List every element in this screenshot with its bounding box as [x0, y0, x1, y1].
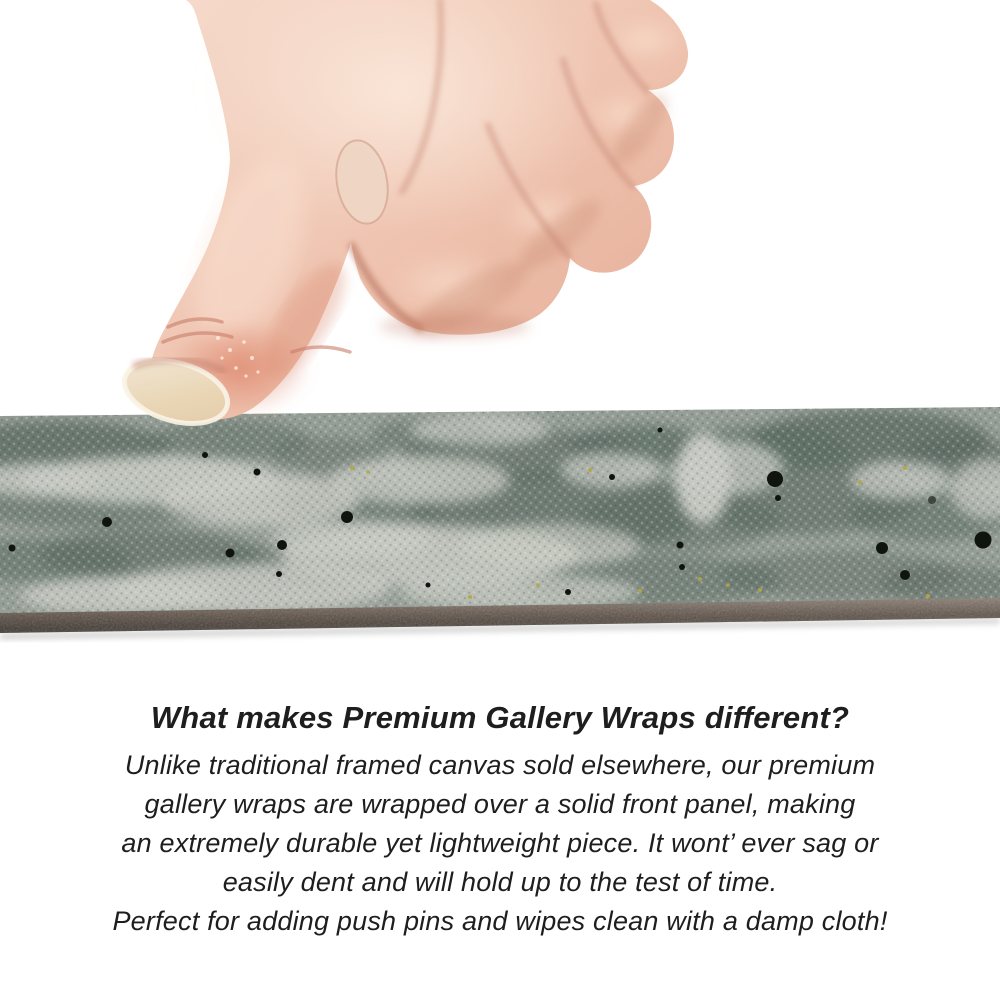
caption-heading: What makes Premium Gallery Wraps different? [150, 700, 850, 735]
caption-line-2: gallery wraps are wrapped over a solid front panel, making [144, 789, 856, 819]
caption-line-5: Perfect for adding push pins and wipes clean with a damp cloth! [112, 906, 888, 936]
caption-line-1: Unlike traditional framed canvas sold elsewhere, our premium [124, 750, 876, 780]
canvas-strip-photo [0, 400, 1000, 640]
caption-line-4: easily dent and will hold up to the test of time. [222, 867, 778, 897]
canvas-grain [0, 400, 1000, 620]
caption-block [0, 700, 1000, 941]
caption-line-3: an extremely durable yet lightweight piece. It wont’ ever sag or [121, 828, 879, 858]
hand-photo [117, 0, 688, 434]
